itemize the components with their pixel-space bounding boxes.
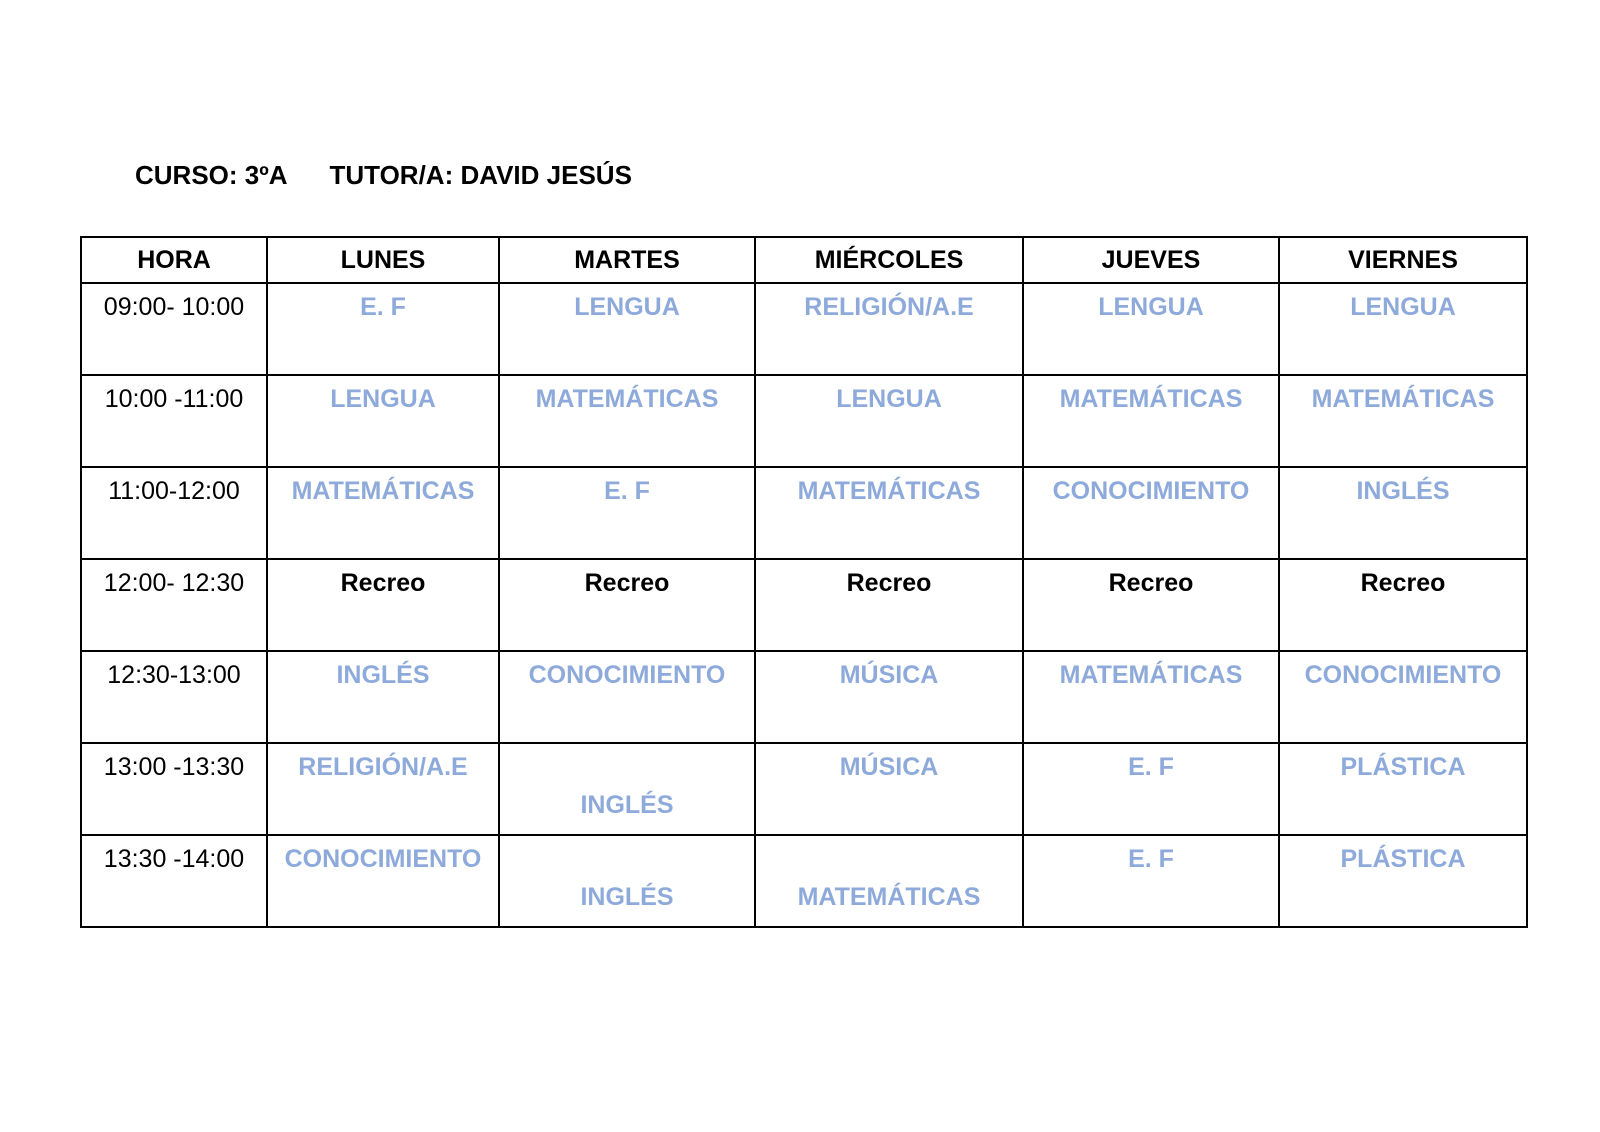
subject-label: E. F <box>360 293 406 321</box>
column-header-miercoles: MIÉRCOLES <box>755 237 1023 283</box>
recess-label: Recreo <box>584 569 670 597</box>
schedule-cell <box>1023 375 1279 467</box>
schedule-cell <box>755 651 1023 743</box>
schedule-cell <box>267 375 499 467</box>
subject-label: RELIGIÓN/A.E <box>298 753 468 781</box>
column-header-hora: HORA <box>81 237 267 283</box>
subject-label: RELIGIÓN/A.E <box>804 293 974 321</box>
time-cell <box>81 835 267 927</box>
schedule-cell <box>755 375 1023 467</box>
subject-label: MATEMÁTICAS <box>1311 385 1495 413</box>
schedule-cell <box>499 835 755 927</box>
schedule-cell <box>1279 375 1527 467</box>
subject-label: CONOCIMIENTO <box>1304 661 1502 689</box>
subject-label: LENGUA <box>836 385 942 413</box>
time-cell <box>81 559 267 651</box>
table-row <box>81 559 1527 651</box>
schedule-cell <box>1023 743 1279 835</box>
recess-label: Recreo <box>846 569 932 597</box>
subject-label: LENGUA <box>1098 293 1204 321</box>
schedule-cell <box>499 283 755 375</box>
schedule-cell <box>1023 283 1279 375</box>
subject-label: LENGUA <box>330 385 436 413</box>
subject-label: CONOCIMIENTO <box>528 661 726 689</box>
schedule-cell <box>499 651 755 743</box>
table-row <box>81 743 1527 835</box>
subject-label: E. F <box>1128 753 1174 781</box>
schedule-cell <box>755 283 1023 375</box>
time-cell <box>81 651 267 743</box>
schedule-cell <box>1023 559 1279 651</box>
course-label: CURSO: 3ºA <box>135 160 288 190</box>
subject-label: E. F <box>604 477 650 505</box>
schedule-cell <box>755 559 1023 651</box>
subject-label: MATEMÁTICAS <box>797 477 981 505</box>
subject-label: MATEMÁTICAS <box>291 477 475 505</box>
subject-label: MATEMÁTICAS <box>1059 385 1243 413</box>
time-slot-label: 12:30-13:00 <box>107 661 241 689</box>
time-cell <box>81 467 267 559</box>
schedule-header <box>135 162 632 188</box>
time-slot-label: 13:30 -14:00 <box>103 845 245 873</box>
column-header-jueves: JUEVES <box>1023 237 1279 283</box>
subject-label: PLÁSTICA <box>1340 845 1466 873</box>
subject-label: CONOCIMIENTO <box>1052 477 1250 505</box>
schedule-cell <box>1279 467 1527 559</box>
schedule-cell <box>267 743 499 835</box>
schedule-cell <box>1279 835 1527 927</box>
column-header-martes: MARTES <box>499 237 755 283</box>
schedule-cell <box>267 559 499 651</box>
time-slot-label: 13:00 -13:30 <box>103 753 245 781</box>
table-row <box>81 375 1527 467</box>
schedule-cell <box>1279 559 1527 651</box>
schedule-cell <box>1023 467 1279 559</box>
subject-label: INGLÉS <box>580 883 674 911</box>
schedule-cell <box>267 835 499 927</box>
column-header-viernes: VIERNES <box>1279 237 1527 283</box>
table-row <box>81 283 1527 375</box>
time-slot-label: 09:00- 10:00 <box>103 293 245 321</box>
timetable-body <box>81 283 1527 927</box>
time-cell <box>81 375 267 467</box>
schedule-cell <box>499 743 755 835</box>
schedule-cell <box>267 467 499 559</box>
table-row <box>81 835 1527 927</box>
subject-label: E. F <box>1128 845 1174 873</box>
recess-label: Recreo <box>340 569 426 597</box>
time-cell <box>81 743 267 835</box>
schedule-cell <box>1279 651 1527 743</box>
schedule-cell <box>1279 283 1527 375</box>
table-row <box>81 651 1527 743</box>
schedule-cell <box>1023 835 1279 927</box>
subject-label: CONOCIMIENTO <box>284 845 482 873</box>
subject-label: MÚSICA <box>839 661 939 689</box>
time-slot-label: 12:00- 12:30 <box>103 569 245 597</box>
tutor-label: TUTOR/A: DAVID JESÚS <box>329 160 632 190</box>
subject-label: MATEMÁTICAS <box>797 883 981 911</box>
schedule-cell <box>755 467 1023 559</box>
subject-label: INGLÉS <box>336 661 430 689</box>
subject-label: MATEMÁTICAS <box>535 385 719 413</box>
schedule-cell <box>267 283 499 375</box>
schedule-cell <box>1023 651 1279 743</box>
time-slot-label: 10:00 -11:00 <box>104 385 244 413</box>
subject-label: LENGUA <box>1350 293 1456 321</box>
recess-label: Recreo <box>1360 569 1446 597</box>
header-row <box>81 237 1527 283</box>
subject-label: PLÁSTICA <box>1340 753 1466 781</box>
schedule-cell <box>499 467 755 559</box>
subject-label: MÚSICA <box>839 753 939 781</box>
schedule-cell <box>755 835 1023 927</box>
subject-label: INGLÉS <box>580 791 674 819</box>
schedule-cell <box>267 651 499 743</box>
schedule-cell <box>499 375 755 467</box>
time-cell <box>81 283 267 375</box>
table-row <box>81 467 1527 559</box>
time-slot-label: 11:00-12:00 <box>108 477 240 505</box>
subject-label: LENGUA <box>574 293 680 321</box>
subject-label: INGLÉS <box>1356 477 1450 505</box>
column-header-lunes: LUNES <box>267 237 499 283</box>
schedule-cell <box>1279 743 1527 835</box>
subject-label: MATEMÁTICAS <box>1059 661 1243 689</box>
timetable <box>80 236 1528 928</box>
schedule-cell <box>755 743 1023 835</box>
schedule-cell <box>499 559 755 651</box>
recess-label: Recreo <box>1108 569 1194 597</box>
